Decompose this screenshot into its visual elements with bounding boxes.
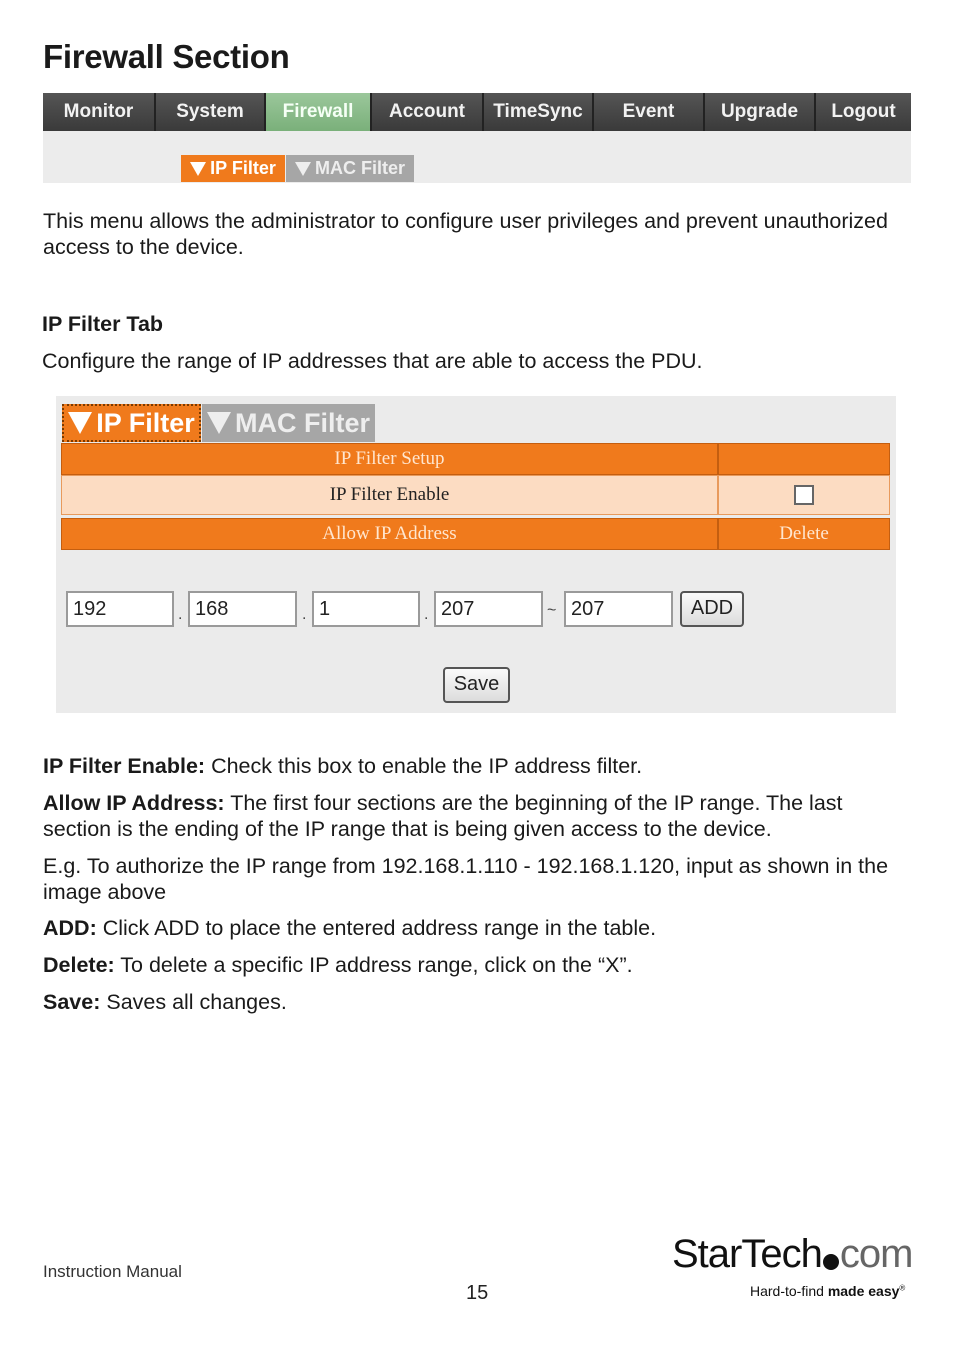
ip-filter-tab-heading: IP Filter Tab bbox=[42, 312, 164, 336]
ip-filter-enable-checkbox[interactable] bbox=[794, 485, 814, 505]
logo-dot-icon bbox=[823, 1254, 839, 1270]
add-button[interactable]: ADD bbox=[680, 591, 744, 627]
sub-tab-bar bbox=[43, 131, 911, 183]
startech-logo: StarTech com bbox=[672, 1232, 913, 1276]
filter-icon bbox=[190, 162, 206, 176]
logo-tagline: Hard-to-find made easy® bbox=[750, 1283, 906, 1299]
ip-octet-3-input[interactable]: 1 bbox=[312, 591, 420, 627]
nav-event[interactable]: Event bbox=[594, 93, 705, 131]
nav-account[interactable]: Account bbox=[372, 93, 484, 131]
nav-monitor[interactable]: Monitor bbox=[43, 93, 156, 131]
note-add: ADD: Click ADD to place the entered address range in the table. bbox=[43, 916, 657, 940]
top-nav-bar bbox=[43, 93, 911, 131]
subtab-ip-filter[interactable]: IP Filter bbox=[181, 155, 285, 182]
nav-logout[interactable]: Logout bbox=[816, 93, 911, 131]
note-delete: Delete: To delete a specific IP address range, click on the “X”. bbox=[43, 953, 633, 977]
page-number: 15 bbox=[466, 1282, 489, 1304]
note-example: E.g. To authorize the IP range from 192.168.1.110 - 192.168.1.120, input as shown in the image above bbox=[43, 854, 889, 904]
ip-dot-separator: . bbox=[302, 606, 307, 623]
panel-tab-mac-filter[interactable]: MAC Filter bbox=[202, 404, 375, 442]
ip-dot-separator: . bbox=[178, 606, 183, 623]
ip-filter-enable-label: IP Filter Enable bbox=[61, 475, 718, 515]
delete-header: Delete bbox=[718, 518, 890, 550]
ip-dot-separator: . bbox=[424, 606, 429, 623]
ip-filter-tab-description: Configure the range of IP addresses that are able to access the PDU. bbox=[42, 349, 703, 373]
ip-octet-4-input[interactable]: 207 bbox=[434, 591, 543, 627]
nav-firewall[interactable]: Firewall bbox=[266, 93, 372, 131]
ip-filter-panel bbox=[56, 396, 896, 713]
page-title: Firewall Section bbox=[43, 38, 290, 75]
allow-ip-address-header: Allow IP Address bbox=[61, 518, 718, 550]
note-allow-ip-address: Allow IP Address: The first four sections are the beginning of the IP range. The last section is the ending of the IP range that is being given access to the device. bbox=[43, 791, 843, 841]
filter-icon bbox=[68, 412, 92, 434]
save-button[interactable]: Save bbox=[443, 667, 510, 703]
note-ip-filter-enable: IP Filter Enable: Check this box to enable the IP address filter. bbox=[43, 754, 643, 778]
nav-upgrade[interactable]: Upgrade bbox=[705, 93, 816, 131]
nav-system[interactable]: System bbox=[156, 93, 266, 131]
panel-tab-ip-filter[interactable]: IP Filter bbox=[62, 404, 201, 442]
nav-timesync[interactable]: TimeSync bbox=[484, 93, 594, 131]
ip-octet-1-input[interactable]: 192 bbox=[66, 591, 174, 627]
ip-range-tilde: ~ bbox=[547, 602, 557, 619]
footer-manual-label: Instruction Manual bbox=[43, 1262, 182, 1281]
ip-filter-setup-header: IP Filter Setup bbox=[61, 443, 718, 475]
intro-text: This menu allows the administrator to configure user privileges and prevent unauthorized access to the device. bbox=[43, 209, 888, 259]
note-save: Save: Saves all changes. bbox=[43, 990, 287, 1014]
ip-filter-enable-cell bbox=[718, 475, 890, 515]
ip-octet-2-input[interactable]: 168 bbox=[188, 591, 297, 627]
ip-end-octet-input[interactable]: 207 bbox=[564, 591, 673, 627]
subtab-mac-filter[interactable]: MAC Filter bbox=[286, 155, 414, 182]
filter-icon bbox=[207, 412, 231, 434]
setup-header-blank bbox=[718, 443, 890, 475]
filter-icon bbox=[295, 162, 311, 176]
